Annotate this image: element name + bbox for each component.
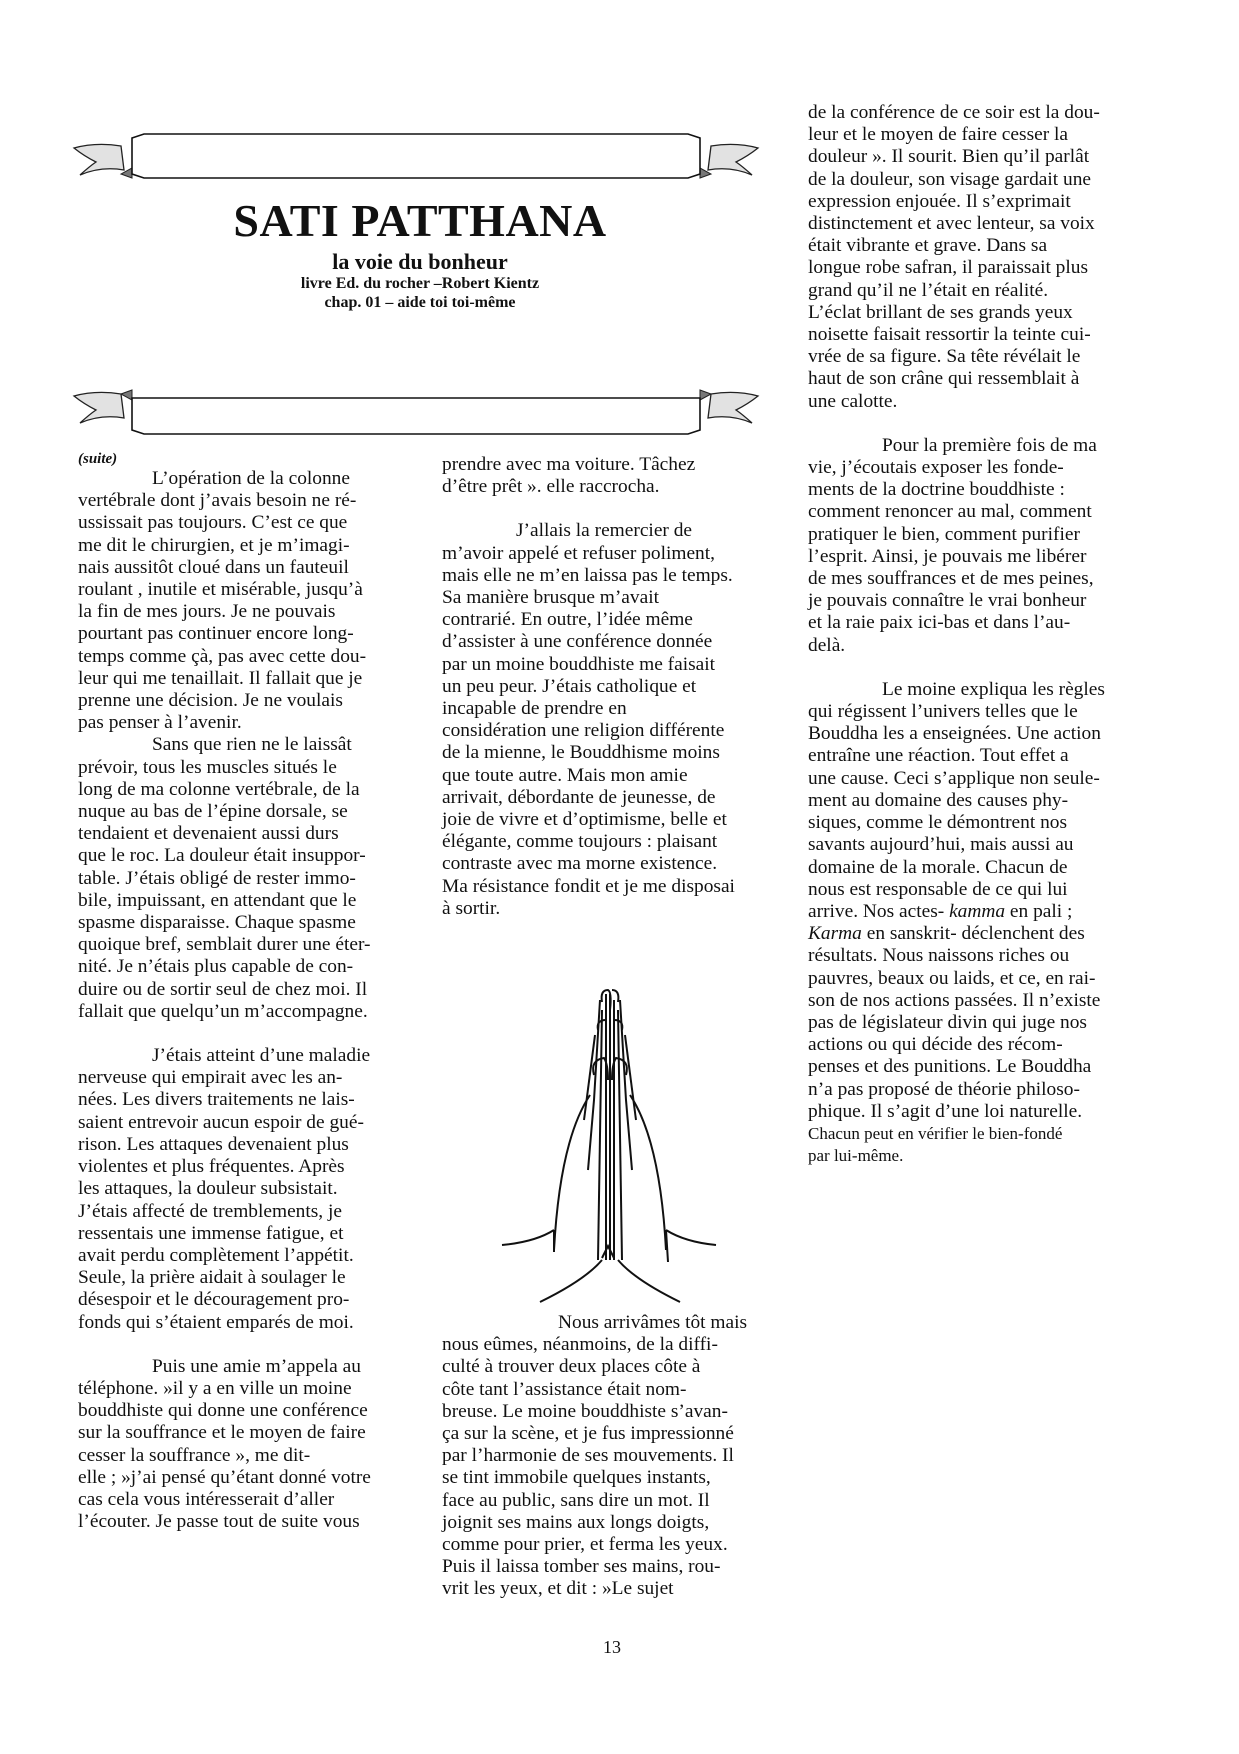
text-line: nais aussitôt cloué dans un fauteuil — [78, 556, 349, 578]
text-line: cesser la souffrance », me dit- — [78, 1444, 311, 1466]
text-line: sur la souffrance et le moyen de faire — [78, 1422, 366, 1444]
text-line: par l’harmonie de ses mouvements. Il — [442, 1445, 734, 1467]
text-line: ment au domaine des causes phy- — [808, 789, 1069, 811]
text-line: bouddhiste qui donne une conférence — [78, 1400, 368, 1422]
paragraph-gap — [808, 413, 1168, 435]
text-line: pauvres, beaux ou laids, et ce, en rai- — [808, 967, 1096, 989]
text-line: Pour la première fois de ma — [882, 434, 1097, 456]
text-line: nous eûmes, néanmoins, de la diffi- — [442, 1334, 718, 1356]
term-kamma: kamma — [949, 900, 1006, 922]
text-line: ussissait pas toujours. C’est ce que — [78, 512, 348, 534]
text-line: ments de la doctrine bouddhiste : — [808, 479, 1065, 501]
text-line-kamma: arrive. Nos actes- kamma en pali ; — [808, 900, 1073, 922]
text-line: haut de son crâne qui ressemblait à — [808, 368, 1080, 390]
column-2-body-top — [442, 454, 787, 920]
text-line: Le moine expliqua les règles — [882, 678, 1105, 700]
text-line: delà. — [808, 634, 846, 656]
text-line: entraîne une réaction. Tout effet a — [808, 745, 1069, 767]
text-line: rison. Les attaques devenaient plus — [78, 1133, 349, 1155]
text-line: un peu peur. J’étais catholique et — [442, 675, 697, 697]
text-line: l’écouter. Je passe tout de suite vous — [78, 1511, 360, 1533]
text-line: L’éclat brillant de ses grands yeux — [808, 301, 1073, 323]
text-line: fallait que quelqu’un m’accompagne. — [78, 1000, 368, 1022]
text-line: prendre avec ma voiture. Tâchez — [442, 454, 696, 475]
text-line: contrarié. En outre, l’idée même — [442, 609, 693, 631]
text-line: pas de législateur divin qui juge nos — [808, 1011, 1087, 1033]
text-line: élégante, comme toujours : plaisant — [442, 831, 718, 853]
text-line: résultats. Nous naissons riches ou — [808, 945, 1070, 967]
text-line: que le roc. La douleur était insuppor- — [78, 845, 366, 867]
text-line: téléphone. »il y a en ville un moine — [78, 1377, 352, 1399]
text-line: ressentais une immense fatigue, et — [78, 1222, 344, 1244]
text-line: breuse. Le moine bouddhiste s’avan- — [442, 1400, 728, 1422]
text-line: et la raie paix ici-bas et dans l’au- — [808, 612, 1071, 634]
text-line: douleur ». Il sourit. Bien qu’il parlât — [808, 146, 1090, 168]
column-2-body-bottom — [442, 1312, 787, 1601]
source-line: livre Ed. du rocher –Robert Kientz — [300, 275, 540, 292]
text-line: expression enjouée. Il s’exprimait — [808, 190, 1071, 212]
column-1-body — [78, 468, 433, 1533]
text-line: ça sur la scène, et je fus impressionné — [442, 1423, 734, 1445]
text-line: leur et le moyen de faire cesser la — [808, 124, 1069, 146]
text-line: siques, comme le démontrent nos — [808, 812, 1068, 834]
page-title: SATI PATTHANA — [233, 195, 607, 246]
column-3-body — [808, 102, 1168, 901]
text-line: distinctement et avec lenteur, sa voix — [808, 213, 1095, 235]
text-line: prenne une décision. Je ne voulais — [78, 690, 343, 712]
text-line: vrit les yeux, et dit : »Le sujet — [442, 1578, 674, 1600]
text-line: quoique bref, semblait durer une éter- — [78, 934, 371, 956]
text-line: Sans que rien ne le laissât — [152, 734, 352, 756]
text-line: joie de vivre et d’optimisme, belle et — [442, 809, 727, 831]
text-line: désespoir et le découragement pro- — [78, 1289, 350, 1311]
text-line: son de nos actions passées. Il n’existe — [808, 989, 1101, 1011]
text-line: Seule, la prière aidait à soulager le — [78, 1267, 346, 1289]
text-line: d’être prêt ». elle raccrocha. — [442, 476, 660, 498]
text-line: côte tant l’assistance était nom- — [442, 1378, 687, 1400]
text-line: par lui-même. — [808, 1146, 904, 1166]
text-line: qui régissent l’univers telles que le — [808, 701, 1078, 723]
text-line: me dit le chirurgien, et je m’imagi- — [78, 534, 350, 556]
text-line: l’esprit. Ainsi, je pouvais me libérer — [808, 545, 1087, 567]
term-karma: Karma — [808, 923, 862, 945]
text-line: penses et des punitions. Le Bouddha — [808, 1056, 1092, 1078]
text-line: les attaques, la douleur subsistait. — [78, 1178, 338, 1200]
text-line: fonds qui s’étaient emparés de moi. — [78, 1311, 354, 1333]
text-line: phique. Il s’agit d’une loi naturelle. — [808, 1100, 1083, 1122]
text-line: Puis il laissa tomber ses mains, rou- — [442, 1556, 721, 1578]
text-line: J’étais atteint d’une maladie — [152, 1045, 371, 1067]
text-column-2 — [442, 454, 787, 920]
text-line: J’étais affecté de tremblements, je — [78, 1200, 342, 1222]
text-line: considération une religion différente — [442, 720, 725, 742]
text-line: mais elle ne m’en laissa pas le temps. — [442, 564, 733, 586]
paragraph-gap — [808, 657, 1168, 679]
text-line: à sortir. — [442, 897, 501, 919]
text-line: noisette faisait ressortir la teinte cui- — [808, 324, 1091, 346]
text-line: table. J’étais obligé de rester immo- — [78, 867, 356, 889]
text-line: J’allais la remercier de — [516, 520, 693, 542]
text-line: longue robe safran, il paraissait plus — [808, 257, 1089, 279]
text-line: culté à trouver deux places côte à — [442, 1356, 701, 1378]
text-line: se tint immobile quelques instants, — [442, 1467, 711, 1489]
text-line: comme pour prier, et ferma les yeux. — [442, 1534, 728, 1556]
text-line: roulant , inutile et misérable, jusqu’à — [78, 579, 363, 601]
text-line: pratiquer le bien, comment purifier — [808, 523, 1080, 545]
text-line: Nous arrivâmes tôt mais — [558, 1312, 748, 1333]
text-line: prévoir, tous les muscles situés le — [78, 756, 337, 778]
text-line: pas penser à l’avenir. — [78, 712, 242, 734]
text-line: L’opération de la colonne — [152, 468, 350, 489]
text-line: savants aujourd’hui, mais aussi au — [808, 834, 1074, 856]
praying-hands-illustration — [490, 980, 730, 1310]
text-line: grand qu’il ne l’était en réalité. — [808, 279, 1049, 301]
text-line: je pouvais connaître le vrai bonheur — [808, 590, 1087, 612]
text-column-1 — [78, 450, 433, 1533]
text-line: temps comme çà, pas avec cette dou- — [78, 645, 367, 667]
text-line: Bouddha les a enseignées. Une action — [808, 723, 1101, 745]
text-line: une cause. Ceci s’applique non seule- — [808, 767, 1100, 789]
chapter-line: chap. 01 – aide toi toi-même — [324, 294, 516, 311]
text-line: la fin de mes jours. Je ne pouvais — [78, 601, 336, 623]
text-line: avait perdu complètement l’appétit. — [78, 1244, 354, 1266]
text-line: de la conférence de ce soir est la dou- — [808, 102, 1100, 123]
text-line: saient entrevoir aucun espoir de gué- — [78, 1111, 364, 1133]
text-line: m’avoir appelé et refuser poliment, — [442, 542, 715, 564]
text-line: Ma résistance fondit et je me disposai — [442, 875, 735, 897]
ribbon-banner-icon — [66, 378, 766, 438]
text-line: pourtant pas continuer encore long- — [78, 623, 354, 645]
text-line: leur qui me tenaillait. Il fallait que je — [78, 667, 363, 689]
page-number: 13 — [603, 1637, 621, 1657]
paragraph-gap — [78, 1334, 433, 1356]
text-line: vrée de sa figure. Sa tête révélait le — [808, 346, 1081, 368]
praying-hands-icon — [490, 980, 730, 1310]
column-3-body-final — [808, 1123, 1168, 1167]
text-line: nerveuse qui empirait avec les an- — [78, 1067, 343, 1089]
text-line: long de ma colonne vertébrale, de la — [78, 778, 360, 800]
scroll-banner-bottom — [66, 378, 766, 438]
text-line: face au public, sans dire un mot. Il — [442, 1489, 710, 1511]
text-line: n’a pas proposé de théorie philoso- — [808, 1078, 1080, 1100]
text-line: nité. Je n’étais plus capable de con- — [78, 956, 354, 978]
text-line: cas cela vous intéresserait d’aller — [78, 1488, 335, 1510]
text-line: elle ; »j’ai pensé qu’étant donné votre — [78, 1466, 371, 1488]
text-line: nuque au bas de l’épine dorsale, se — [78, 801, 348, 823]
text-line: arrivait, débordante de jeunesse, de — [442, 786, 716, 808]
text-line: contraste avec ma morne existence. — [442, 853, 718, 875]
text-line: de la mienne, le Bouddhisme moins — [442, 742, 720, 764]
text-line: Sa manière brusque m’avait — [442, 587, 659, 609]
text-line: que toute autre. Mais mon amie — [442, 764, 688, 786]
text-line: de mes souffrances et de mes peines, — [808, 568, 1094, 590]
text-line: Puis une amie m’appela au — [152, 1355, 361, 1377]
text-line: vertébrale dont j’avais besoin ne ré- — [78, 490, 357, 512]
text-line: par un moine bouddhiste me faisait — [442, 653, 716, 675]
text-line: actions ou qui décide des récom- — [808, 1034, 1063, 1056]
text-line: violentes et plus fréquentes. Après — [78, 1156, 345, 1178]
text-line: domaine de la morale. Chacun de — [808, 856, 1068, 878]
continuation-label: (suite) — [78, 451, 118, 467]
text-line: d’assister à une conférence donnée — [442, 631, 713, 653]
paragraph-gap — [442, 498, 787, 520]
text-column-3 — [808, 102, 1168, 1167]
subtitle: la voie du bonheur — [332, 249, 508, 274]
text-column-2-bottom — [442, 1312, 787, 1601]
text-line: de la douleur, son visage gardait une — [808, 168, 1091, 190]
text-line-karma: Karma en sanskrit- déclenchent des — [808, 923, 1085, 945]
text-line: Chacun peut en vérifier le bien-fondé — [808, 1123, 1063, 1143]
text-line: tendaient et devenaient aussi durs — [78, 823, 339, 845]
text-line: duire ou de sortir seul de chez moi. Il — [78, 978, 368, 1000]
paragraph-gap — [78, 1023, 433, 1045]
text-line: joignit ses mains aux longs doigts, — [442, 1511, 710, 1533]
ribbon-banner-icon — [66, 130, 766, 190]
text-line: spasme disparaisse. Chaque spasme — [78, 912, 356, 934]
column-3-body-continued — [808, 945, 1168, 1123]
scroll-banner-top — [66, 130, 766, 190]
text-line: nées. Les divers traitements ne lais- — [78, 1089, 355, 1111]
text-line: incapable de prendre en — [442, 698, 627, 720]
text-line: vie, j’écoutais exposer les fonde- — [808, 457, 1064, 479]
text-line: nous est responsable de ce qui lui — [808, 878, 1068, 900]
text-line: bile, impuissant, en attendant que le — [78, 889, 357, 911]
text-line: comment renoncer au mal, comment — [808, 501, 1092, 523]
article-header — [130, 196, 710, 312]
text-line: une calotte. — [808, 390, 898, 412]
text-line: était vibrante et grave. Dans sa — [808, 235, 1048, 257]
